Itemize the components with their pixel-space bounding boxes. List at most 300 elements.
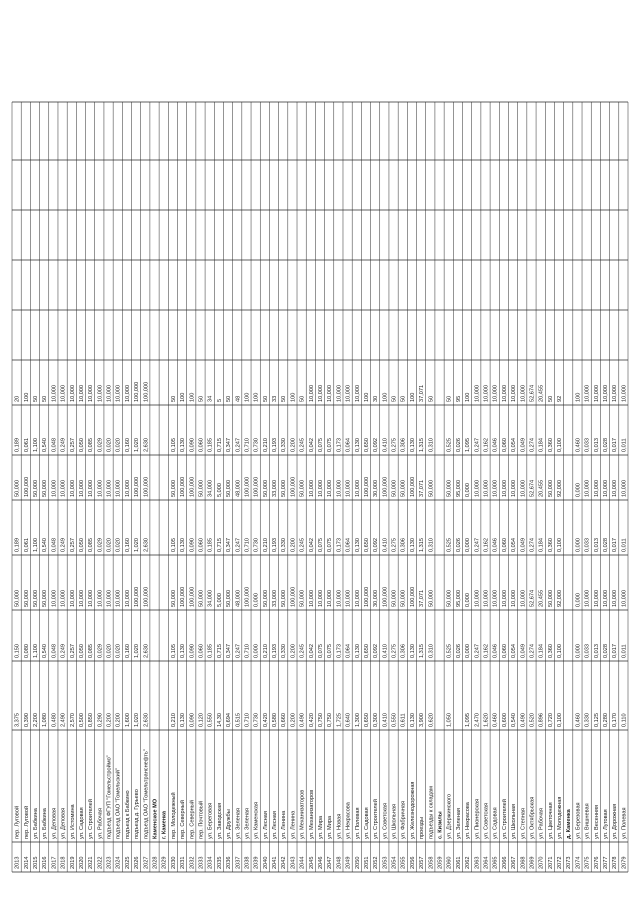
- table-cell-value: 50,000: [32, 479, 39, 497]
- table-cell-value: 0,715: [216, 438, 223, 452]
- table-cell-value: 0,049: [520, 538, 527, 552]
- table-cell-value: 0,060: [501, 438, 508, 452]
- table-cell-value: 48,000: [235, 479, 242, 497]
- table-cell-value: 37,071: [419, 589, 426, 607]
- table-cell-value: 0,064: [345, 644, 352, 658]
- table-cell-value: 0,020: [115, 438, 122, 452]
- table-cell-value: 10,000: [308, 384, 315, 402]
- table-cell-value: 10,000: [106, 589, 113, 607]
- table-cell-name: ул. Полевая: [621, 807, 628, 839]
- table-cell-value: 50,000: [428, 479, 435, 497]
- table-cell-value: 0,020: [115, 538, 122, 552]
- table-cell-value: 0,000: [575, 538, 582, 552]
- table-cell-number: 2076: [593, 856, 600, 869]
- table-cell-number: 2034: [207, 856, 214, 869]
- table-cell-value: 50: [281, 395, 288, 402]
- table-cell-value: 10,000: [124, 589, 131, 607]
- table-cell-number: 2056: [409, 856, 416, 869]
- table-cell-name: ул. Строителей: [501, 799, 508, 839]
- table-cell-name: ул. Механизаторов: [308, 789, 315, 839]
- table-cell-value: 0,184: [538, 644, 545, 658]
- table-cell-number: 2042: [281, 856, 288, 869]
- table-cell-name: ул. Строителей: [88, 799, 95, 839]
- table-cell-value: 50: [262, 395, 269, 402]
- table-cell-value: 0,200: [106, 713, 113, 727]
- table-cell-value: 0,046: [492, 538, 499, 552]
- table-cell-number: 2046: [318, 856, 324, 869]
- table-cell-value: 10,000: [318, 589, 324, 607]
- table-cell-number: 2027: [143, 856, 150, 869]
- table-cell-value: 0,330: [281, 644, 288, 658]
- table-cell-value: 0,130: [180, 713, 187, 727]
- table-cell-value: 10,000: [354, 479, 361, 497]
- table-cell-value: 50,000: [281, 589, 288, 607]
- table-cell-name: ул. Полевая: [354, 807, 361, 839]
- table-cell-number: 2025: [124, 856, 131, 869]
- table-cell-value: 10,000: [621, 384, 628, 402]
- table-cell-value: 1,050: [446, 713, 453, 727]
- table-cell-value: 100: [180, 392, 187, 402]
- table-cell-value: 0,193: [272, 644, 279, 658]
- table-cell-number: 2015: [32, 856, 39, 869]
- table-cell-number: 2028: [152, 856, 159, 869]
- table-cell-value: 10,000: [354, 384, 361, 402]
- table-cell-value: 0,130: [409, 713, 416, 727]
- table-cell-value: 50,000: [547, 479, 554, 497]
- table-cell-number: 2068: [520, 856, 527, 869]
- table-cell-value: 0,020: [106, 538, 113, 552]
- table-cell-name: ул. Зеленая: [455, 808, 462, 839]
- table-cell-value: 0,274: [529, 644, 536, 658]
- table-cell-value: 0,525: [446, 644, 453, 658]
- table-cell-value: 0,600: [501, 713, 508, 727]
- table-cell-value: 0,249: [60, 644, 67, 658]
- table-cell-value: 0,130: [180, 538, 187, 552]
- table-cell-value: 0,028: [603, 644, 610, 658]
- table-cell-value: 1,725: [336, 713, 343, 727]
- table-cell-name: ул. Некрасова: [345, 802, 352, 839]
- table-cell-value: 10,000: [492, 589, 499, 607]
- table-cell-value: 10,000: [115, 479, 122, 497]
- table-cell-name: ул. Пионерская: [474, 798, 481, 839]
- table-cell-number: 2018: [60, 856, 67, 869]
- table-cell-number: 2072: [557, 856, 564, 869]
- table-cell-value: 0,130: [180, 644, 187, 658]
- table-cell-value: 0,075: [327, 538, 334, 552]
- table-cell-value: 0,046: [492, 438, 499, 452]
- table-cell-name: подъезд ОАО "Гомельтранснефть": [143, 749, 150, 839]
- table-cell-name: ул. Мира: [327, 815, 334, 839]
- table-cell-value: 100,000: [290, 586, 297, 607]
- table-cell-value: 0,247: [235, 538, 242, 552]
- table-cell-value: 0,050: [78, 644, 85, 658]
- table-cell-number: 2037: [235, 856, 242, 869]
- table-cell-number: 2079: [621, 856, 628, 869]
- table-cell-value: 0,000: [575, 483, 582, 497]
- table-cell-name: ул. Рабочая: [97, 808, 104, 839]
- table-cell-value: 10,000: [584, 479, 591, 497]
- table-cell-name: ул. Рабочая: [538, 808, 545, 839]
- table-cell-value: 10,000: [474, 384, 481, 402]
- table-cell-value: 100,000: [290, 476, 297, 497]
- table-cell-value: 0,210: [262, 644, 269, 658]
- table-cell-value: 0,105: [170, 644, 177, 658]
- table-cell-value: 0,160: [124, 438, 131, 452]
- table-cell-value: 10,000: [327, 589, 334, 607]
- table-cell-value: 0,480: [51, 713, 58, 727]
- table-cell-number: 2044: [299, 856, 306, 869]
- table-cell-value: 10,000: [612, 589, 619, 607]
- table-cell-value: 0,173: [336, 438, 343, 452]
- table-cell-value: 20,455: [538, 589, 545, 607]
- table-cell-value: 0,017: [612, 438, 619, 452]
- table-cell-value: 10,000: [621, 589, 628, 607]
- table-cell-value: 0,185: [207, 438, 214, 452]
- table-cell-value: 0,540: [42, 644, 49, 658]
- table-cell-name: ул. Весенняя: [593, 804, 600, 839]
- table-cell-value: 100: [253, 392, 260, 402]
- table-cell-value: 0,050: [78, 538, 85, 552]
- table-cell-value: 0,000: [465, 483, 472, 497]
- table-cell-value: 0,730: [253, 438, 260, 452]
- table-cell-value: 50: [226, 395, 233, 402]
- table-cell-number: 2047: [327, 856, 334, 869]
- table-cell-value: 48: [235, 395, 242, 402]
- table-cell-value: 0,310: [428, 538, 435, 552]
- table-cell-value: 0,092: [373, 538, 380, 552]
- table-cell-value: 1,020: [134, 538, 141, 552]
- table-cell-value: 0,274: [529, 538, 536, 552]
- table-cell-name: ул. Некрасова: [465, 802, 472, 839]
- table-cell-value: 0,550: [207, 713, 214, 727]
- table-cell-value: 33,000: [272, 479, 279, 497]
- table-cell-value: 10,000: [593, 479, 600, 497]
- table-cell-value: 0,730: [253, 713, 260, 727]
- table-cell-value: 100: [290, 392, 297, 402]
- table-cell-value: 0,730: [253, 538, 260, 552]
- table-cell-number: 2050: [354, 856, 361, 869]
- table-cell-value: 0,540: [42, 538, 49, 552]
- table-cell-name: пер. Луговой: [23, 805, 30, 839]
- table-cell-value: 100,000: [134, 476, 141, 497]
- table-cell-name: ул. Зеленая: [244, 808, 251, 839]
- table-cell-name: пер. Почтовый: [198, 800, 205, 839]
- table-cell-value: 10,000: [336, 479, 343, 497]
- table-cell-value: 50,000: [198, 479, 205, 497]
- table-cell-value: 95,000: [455, 589, 462, 607]
- table-cell-value: 10,000: [501, 479, 508, 497]
- table-cell-number: 2049: [345, 856, 352, 869]
- table-cell-number: 2071: [547, 856, 554, 869]
- table-cell-value: 10,000: [492, 479, 499, 497]
- table-cell-value: 0,105: [170, 538, 177, 552]
- table-cell-number: 2033: [198, 856, 205, 869]
- table-cell-value: 20,455: [538, 384, 545, 402]
- table-cell-number: 2036: [226, 856, 233, 869]
- table-cell-value: 0,410: [382, 538, 389, 552]
- table-cell-value: 0,000: [465, 644, 472, 658]
- table-cell-value: 10,000: [327, 384, 334, 402]
- table-cell-value: 0,000: [575, 593, 582, 607]
- table-cell-name: проезды: [419, 817, 426, 839]
- table-cell-number: 2026: [134, 856, 141, 869]
- table-cell-value: 50,000: [14, 479, 21, 497]
- table-cell-value: 5,000: [216, 483, 223, 497]
- table-cell-value: 0,162: [483, 438, 490, 452]
- table-cell-value: 0,090: [189, 538, 196, 552]
- table-cell-number: 2065: [492, 856, 499, 869]
- table-cell-value: 10,000: [97, 384, 104, 402]
- table-cell-value: 50: [299, 395, 306, 402]
- table-cell-number: 2035: [216, 856, 223, 869]
- table-cell-value: 0,026: [455, 644, 462, 658]
- table-cell-value: 0,750: [327, 713, 334, 727]
- table-cell-value: 0,184: [538, 538, 545, 552]
- table-cell-name: Каменское МО: [152, 798, 159, 839]
- table-cell-value: 10,000: [115, 589, 122, 607]
- table-cell-value: 10,000: [51, 589, 58, 607]
- table-cell-value: 10,000: [88, 589, 95, 607]
- table-cell-number: 2048: [336, 856, 343, 869]
- table-cell-name: ул. Лесная: [262, 811, 269, 839]
- table-cell-value: 2,200: [32, 713, 39, 727]
- table-cell-value: 0,028: [603, 438, 610, 452]
- table-cell-value: 0,185: [207, 644, 214, 658]
- table-cell-value: 92,000: [557, 589, 564, 607]
- table-cell-name: пер. Молодежный: [170, 792, 177, 839]
- table-cell-value: 1,315: [419, 644, 426, 658]
- table-cell-value: 0,200: [115, 713, 122, 727]
- table-cell-value: 5: [216, 398, 223, 402]
- table-cell-value: 0,200: [290, 538, 297, 552]
- table-cell-value: 10,000: [97, 589, 104, 607]
- table-cell-name: ул. Дорожная: [612, 803, 619, 839]
- table-cell-value: 33: [272, 395, 279, 402]
- table-cell-value: 100,000: [409, 476, 416, 497]
- table-cell-value: 100,000: [244, 586, 251, 607]
- table-cell-value: 0,130: [354, 438, 361, 452]
- table-cell-value: 0,347: [226, 438, 233, 452]
- table-cell-value: 10,000: [69, 384, 76, 402]
- table-cell-name: ул. Мира: [318, 815, 324, 839]
- table-cell-value: 2,490: [60, 713, 67, 727]
- table-cell-value: 0,490: [299, 713, 306, 727]
- table-cell-value: 0,173: [336, 644, 343, 658]
- table-cell-value: 0,275: [391, 538, 398, 552]
- table-cell-name: ул. Березовая: [575, 802, 582, 839]
- table-cell-value: 50,000: [42, 589, 49, 607]
- table-cell-value: 50,000: [428, 589, 435, 607]
- table-cell-value: 0,061: [23, 438, 30, 452]
- table-cell-value: 14,30: [216, 713, 223, 727]
- table-cell-value: 0,042: [308, 644, 315, 658]
- table-cell-value: 30,000: [373, 479, 380, 497]
- table-cell-value: 0,200: [290, 644, 297, 658]
- table-cell-number: 2021: [88, 856, 95, 869]
- table-cell-value: 0,075: [327, 644, 334, 658]
- table-cell-value: 2,470: [474, 713, 481, 727]
- table-cell-value: 100,000: [143, 381, 150, 402]
- table-cell-value: 50,000: [226, 479, 233, 497]
- table-cell-number: 2020: [78, 856, 85, 869]
- table-cell-number: 2062: [465, 856, 472, 869]
- table-cell-value: 0,100: [557, 538, 564, 552]
- table-cell-value: 50,000: [32, 589, 39, 607]
- table-cell-value: 1,100: [32, 438, 39, 452]
- table-cell-value: 50,000: [391, 479, 398, 497]
- table-cell-value: 48,000: [235, 589, 242, 607]
- table-cell-number: 2066: [501, 856, 508, 869]
- table-cell-name: ул. Луговая: [603, 809, 610, 839]
- table-cell-value: 10,000: [88, 479, 95, 497]
- table-cell-value: 50,000: [14, 589, 21, 607]
- table-cell-value: 0,193: [272, 538, 279, 552]
- table-cell-number: 2016: [42, 856, 49, 869]
- table-cell-value: 0,200: [290, 713, 297, 727]
- table-cell-value: 10,000: [603, 589, 610, 607]
- table-cell-value: 0,210: [262, 438, 269, 452]
- table-cell-value: 100: [382, 392, 389, 402]
- table-cell-name: ул. Школьная: [511, 803, 518, 839]
- table-cell-number: 2058: [428, 856, 435, 869]
- table-cell-value: 0,013: [593, 438, 600, 452]
- table-cell-value: 0,896: [538, 713, 545, 727]
- table-cell-value: 0,410: [382, 713, 389, 727]
- table-cell-value: 10,000: [88, 384, 95, 402]
- table-cell-number: 2022: [97, 856, 104, 869]
- table-cell-value: 0,360: [547, 644, 554, 658]
- table-cell-value: 0,247: [474, 438, 481, 452]
- table-cell-value: 10,000: [501, 589, 508, 607]
- table-cell-value: 100,000: [382, 476, 389, 497]
- table-cell-value: 0,306: [400, 644, 407, 658]
- table-cell-value: 50: [428, 395, 435, 402]
- table-cell-value: 0,162: [483, 538, 490, 552]
- table-cell-value: 0,049: [520, 644, 527, 658]
- table-cell-value: 0,460: [575, 713, 582, 727]
- table-cell-value: 10,000: [308, 479, 315, 497]
- table-cell-value: 0,100: [557, 438, 564, 452]
- table-cell-name: ул. Бабкина: [32, 808, 39, 839]
- table-cell-value: 100,000: [134, 381, 141, 402]
- table-cell-value: 100,000: [253, 476, 260, 497]
- table-cell-value: 2,630: [143, 438, 150, 452]
- table-cell-value: 50,000: [400, 479, 407, 497]
- table-cell-value: 52,674: [529, 479, 536, 497]
- table-cell-value: 0,130: [409, 644, 416, 658]
- table-cell-name: подъезд д. Гурьево: [134, 789, 141, 839]
- table-cell-value: 0,042: [308, 538, 315, 552]
- table-cell-value: 50,000: [400, 589, 407, 607]
- table-cell-value: 0,075: [318, 438, 324, 452]
- table-cell-value: 50: [391, 395, 398, 402]
- table-cell-value: 100: [465, 392, 472, 402]
- table-cell-value: 0,000: [465, 593, 472, 607]
- table-cell-value: 0,460: [575, 438, 582, 452]
- table-cell-value: 0,049: [520, 438, 527, 452]
- table-cell-value: 52,674: [529, 384, 536, 402]
- table-cell-value: 0,515: [235, 713, 242, 727]
- table-cell-value: 10,000: [69, 589, 76, 607]
- table-cell-number: 2055: [400, 856, 407, 869]
- table-cell-value: 0,460: [492, 713, 499, 727]
- table-cell-value: 0,280: [603, 713, 610, 727]
- table-cell-name: ул. Каменская: [253, 802, 260, 839]
- table-cell-name: ул. Ленина: [281, 810, 288, 839]
- table-cell-value: 92,000: [557, 479, 564, 497]
- table-cell-value: 50,000: [262, 479, 269, 497]
- table-cell-value: 50: [400, 395, 407, 402]
- table-cell-number: 2070: [538, 856, 545, 869]
- table-cell-value: 0,360: [547, 438, 554, 452]
- table-cell-value: 37,071: [419, 384, 426, 402]
- table-cell-value: 10,000: [511, 589, 518, 607]
- table-cell-name: ул. Истомина: [69, 804, 76, 839]
- table-cell-name: подъезд к Бабкино: [124, 790, 131, 839]
- table-cell-value: 0,247: [235, 438, 242, 452]
- table-cell-value: 1,315: [419, 438, 426, 452]
- table-cell-value: 100,000: [189, 476, 196, 497]
- table-cell-value: 10,000: [124, 384, 131, 402]
- table-cell-value: 34,000: [207, 479, 214, 497]
- table-cell-name: ул. Ленина: [290, 810, 297, 839]
- table-cell-value: 100,000: [189, 586, 196, 607]
- table-cell-value: 1,100: [32, 538, 39, 552]
- table-cell-value: 0,046: [492, 644, 499, 658]
- table-cell-value: 0,390: [23, 713, 30, 727]
- table-cell-value: 0,330: [281, 438, 288, 452]
- table-cell-value: 0,710: [244, 713, 251, 727]
- table-cell-value: 10,000: [318, 384, 324, 402]
- table-cell-value: 10,000: [501, 384, 508, 402]
- table-cell-number: 2017: [51, 856, 58, 869]
- table-cell-value: 50: [42, 395, 49, 402]
- table-cell-number: 2067: [511, 856, 518, 869]
- table-cell-value: 0,710: [244, 644, 251, 658]
- table-cell-value: 0,054: [511, 644, 518, 658]
- table-cell-value: 10,000: [51, 479, 58, 497]
- table-cell-value: 100,000: [134, 586, 141, 607]
- table-cell-value: 50,000: [547, 589, 554, 607]
- table-cell-value: 10,000: [60, 384, 67, 402]
- table-cell-number: 2077: [603, 856, 610, 869]
- table-cell-value: 10,000: [584, 589, 591, 607]
- table-cell-value: 100,000: [180, 476, 187, 497]
- table-cell-value: 0,130: [354, 644, 361, 658]
- table-cell-value: 0,092: [373, 438, 380, 452]
- table-cell-value: 34: [207, 395, 214, 402]
- table-cell-number: 2039: [253, 856, 260, 869]
- table-cell-value: 10,000: [60, 589, 67, 607]
- table-cell-value: 10,000: [336, 384, 343, 402]
- table-cell-value: 0,150: [14, 644, 21, 658]
- table-cell-value: 10,000: [520, 479, 527, 497]
- table-cell-value: 0,029: [97, 538, 104, 552]
- table-cell-value: 50,000: [446, 479, 453, 497]
- table-cell-value: 5,000: [216, 593, 223, 607]
- table-cell-value: 0,064: [345, 438, 352, 452]
- table-cell-value: 0,650: [363, 438, 370, 452]
- table-cell-name: ул. Деповая: [60, 807, 67, 839]
- table-cell-number: 2075: [584, 856, 591, 869]
- table-cell-value: 0,000: [465, 538, 472, 552]
- table-cell-number: 2043: [290, 856, 297, 869]
- table-cell-value: 10,000: [69, 479, 76, 497]
- table-cell-value: 1,095: [465, 713, 472, 727]
- table-cell-value: 34,000: [207, 589, 214, 607]
- table-cell-value: 50: [32, 395, 39, 402]
- table-cell-value: 0,306: [400, 438, 407, 452]
